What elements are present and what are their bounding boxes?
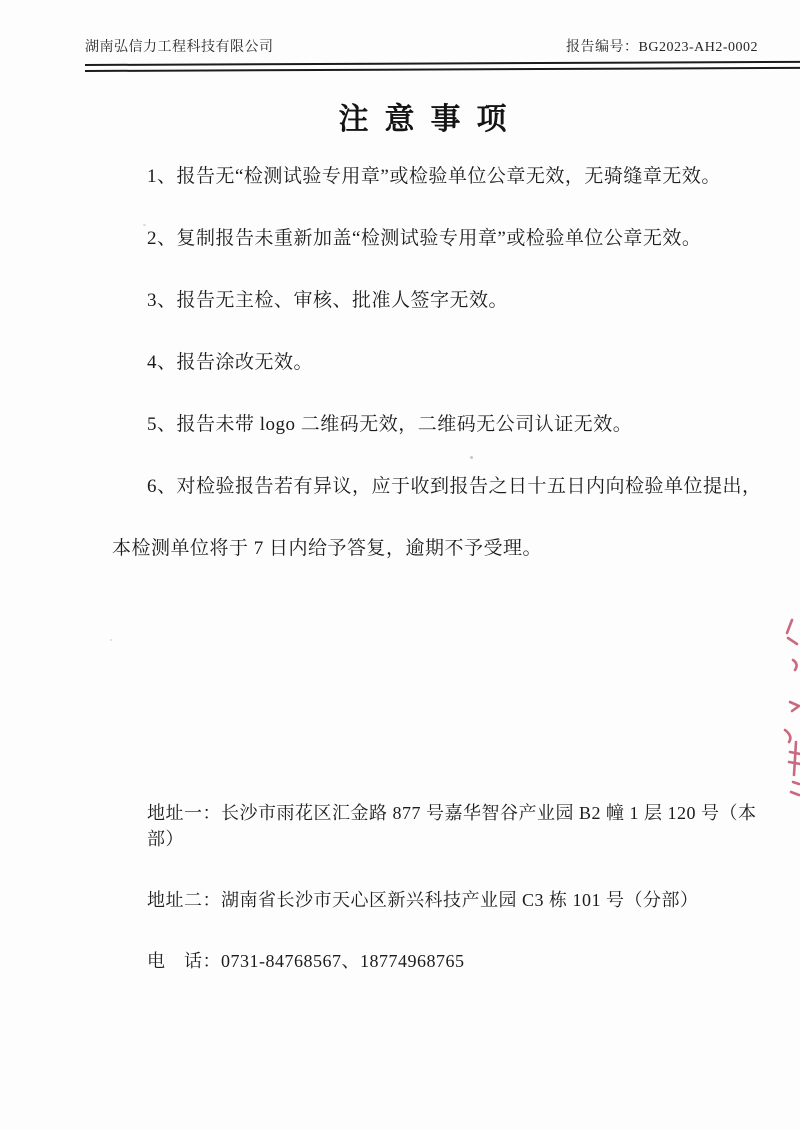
header-rule	[85, 61, 800, 72]
title-container	[85, 94, 760, 138]
scan-speck	[143, 224, 146, 226]
notice-item-5: 5、报告未带 logo 二维码无效，二维码无公司认证无效。	[147, 414, 633, 435]
notice-item-4: 4、报告涂改无效。	[147, 352, 314, 373]
scan-speck	[110, 639, 112, 641]
red-ink-marks	[772, 612, 800, 802]
page-header	[85, 36, 758, 56]
contact-footer	[147, 800, 764, 1009]
phone-line: 电 话：0731-84768567、18774968765	[147, 951, 465, 971]
page-title: 注意事项	[338, 103, 523, 136]
notice-item-6: 6、对检验报告若有异议，应于收到报告之日十五日内向检验单位提出，	[147, 476, 762, 497]
notice-item-6-continuation: 本检测单位将于 7 日内给予答复，逾期不予受理。	[112, 538, 543, 559]
address-line-1: 地址一：长沙市雨花区汇金路 877 号嘉华智谷产业园 B2 幢 1 层 120 号（本部）	[147, 803, 757, 849]
scan-speck	[470, 456, 473, 459]
report-number-value: BG2023-AH2-0002	[638, 40, 758, 55]
report-number	[566, 36, 758, 56]
notice-body	[112, 164, 764, 598]
notice-item-2: 2、复制报告未重新加盖“检测试验专用章”或检验单位公章无效。	[147, 228, 702, 249]
company-name: 湖南弘信力工程科技有限公司	[85, 40, 274, 55]
notice-item-3: 3、报告无主检、审核、批准人签字无效。	[147, 290, 509, 311]
notice-item-1: 1、报告无“检测试验专用章”或检验单位公章无效，无骑缝章无效。	[147, 166, 721, 187]
report-number-label: 报告编号：	[566, 40, 639, 55]
address-line-2: 地址二：湖南省长沙市天心区新兴科技产业园 C3 栋 101 号（分部）	[147, 890, 699, 910]
